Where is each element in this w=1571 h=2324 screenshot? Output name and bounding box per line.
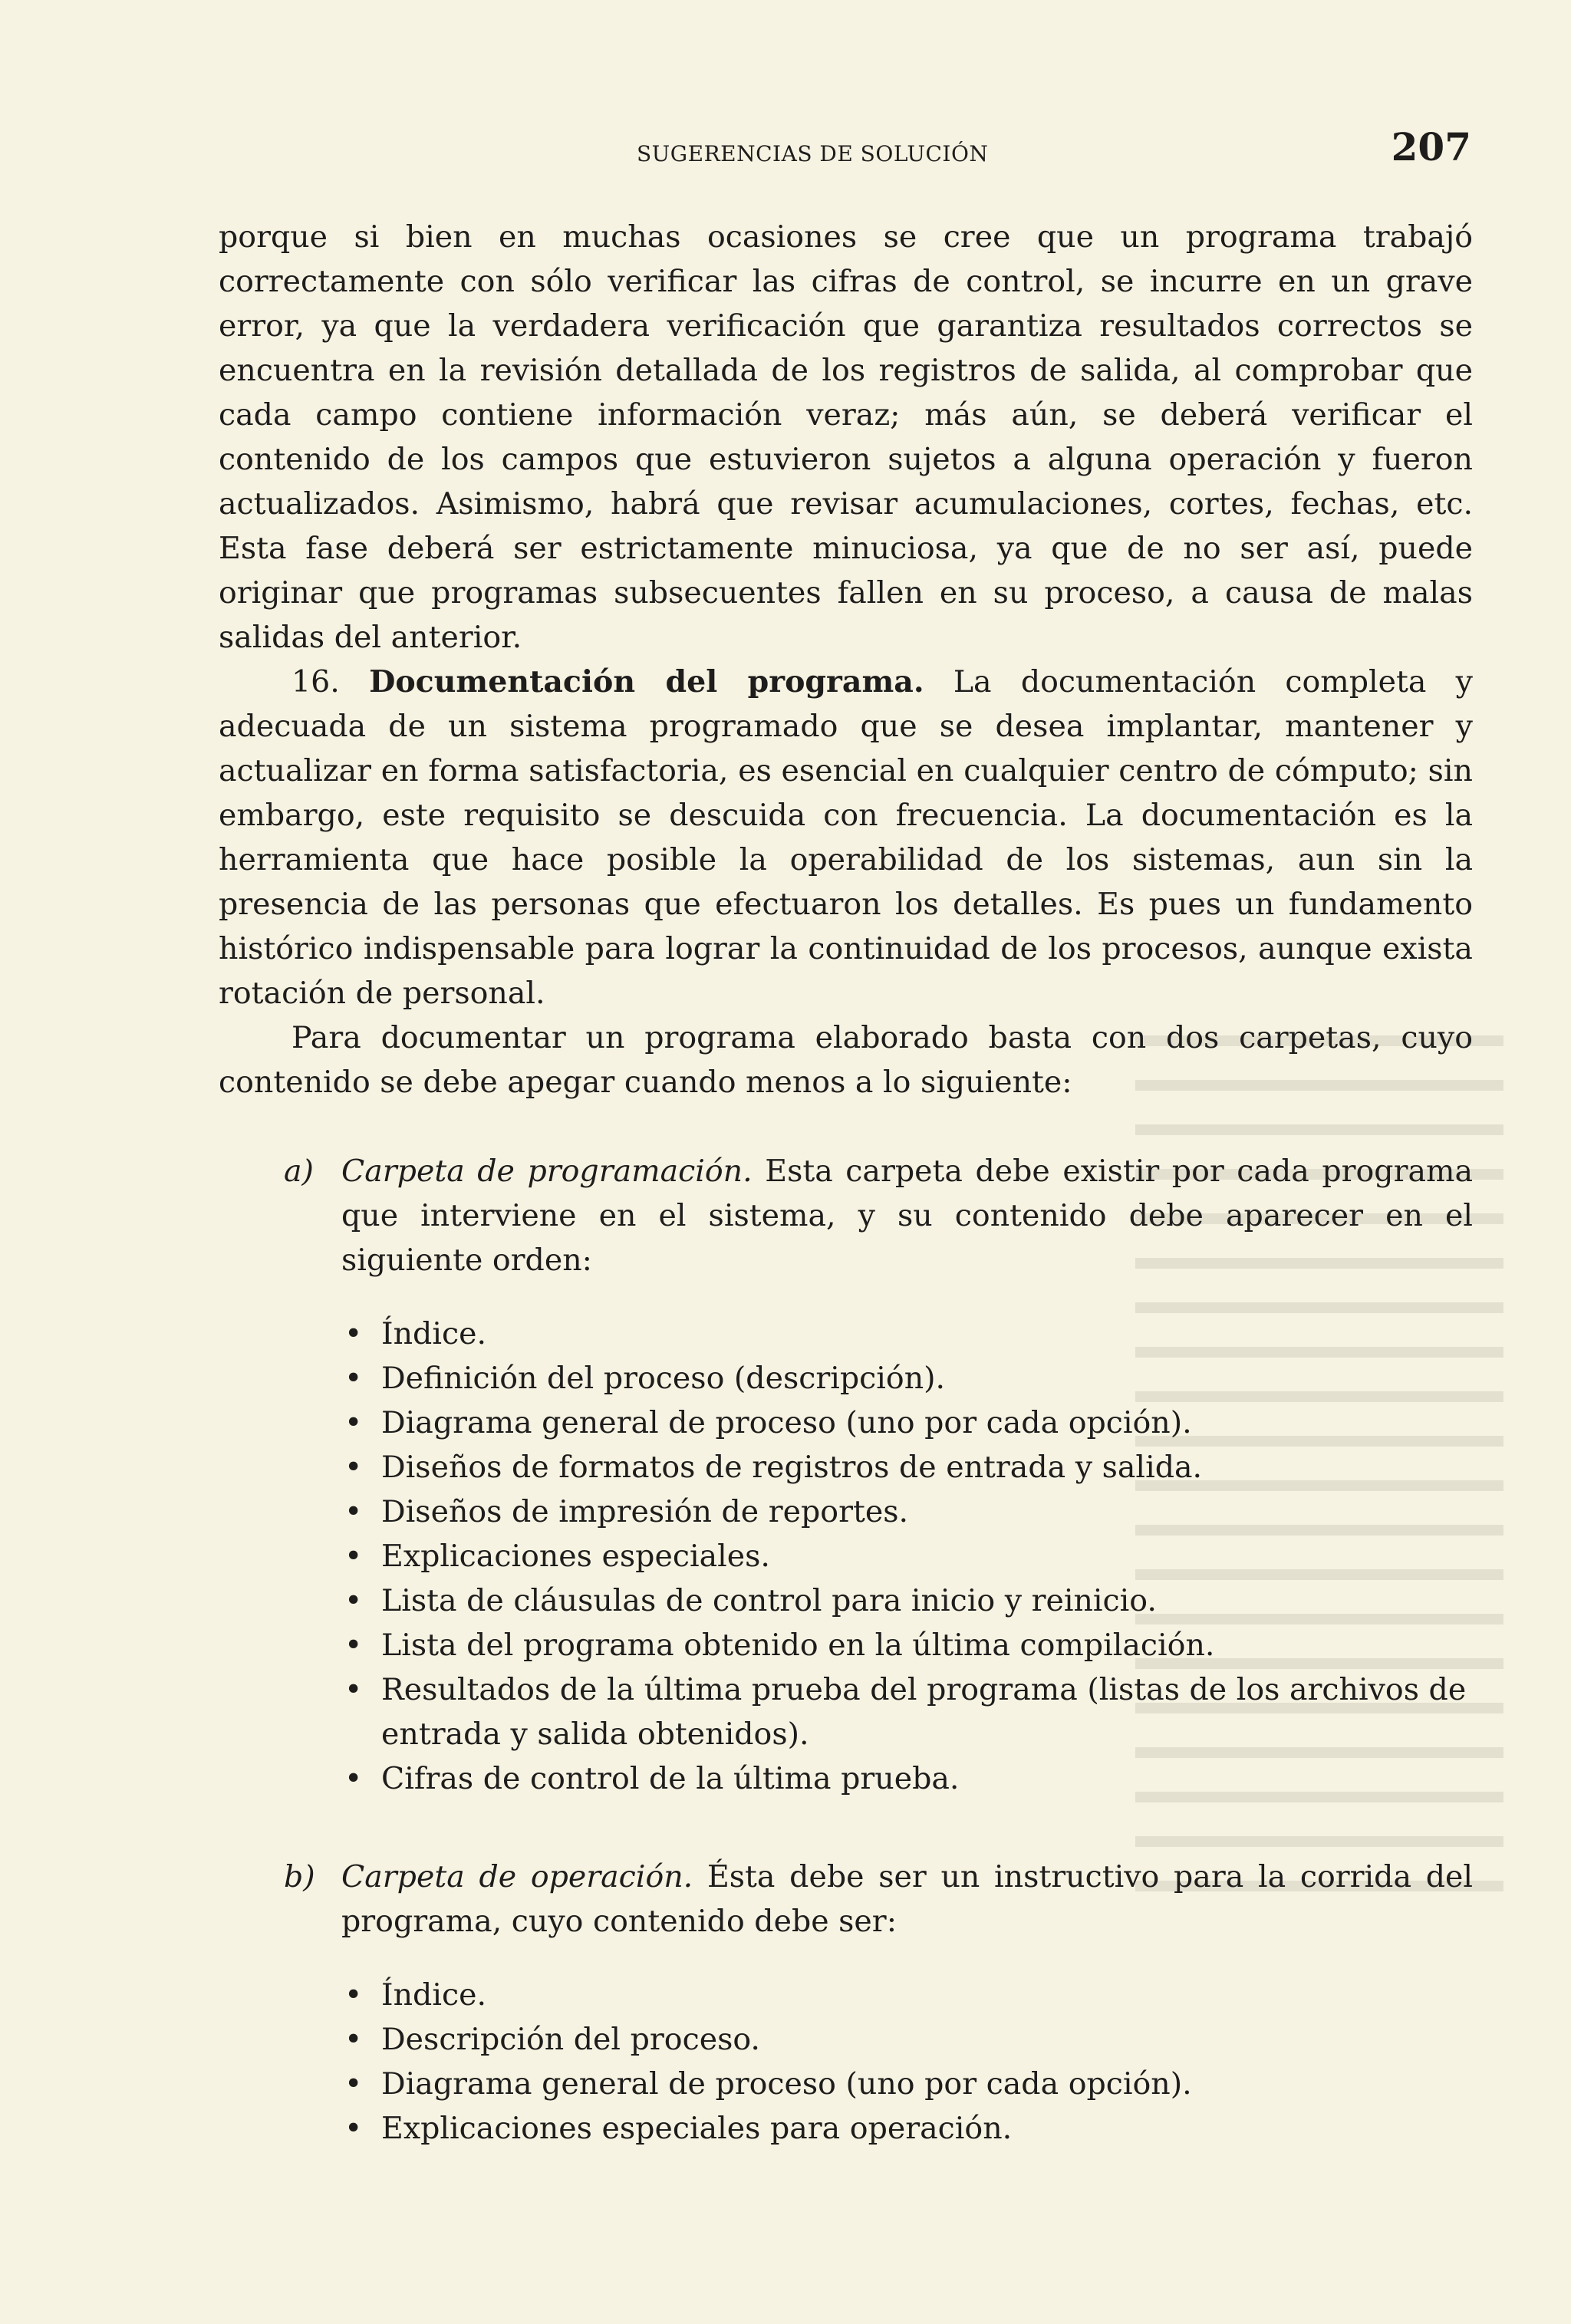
section-title: Documentación del programa.	[369, 664, 924, 700]
list-item: • Explicaciones especiales para operación.	[341, 2106, 1473, 2151]
list-item: • Definición del proceso (descripción).	[341, 1356, 1473, 1401]
list-item: • Lista de cláusulas de control para inicio y reinicio.	[341, 1578, 1473, 1623]
page-body	[219, 215, 1473, 2151]
page-number: 207	[1391, 124, 1471, 170]
list-item: • Cifras de control de la última prueba.	[341, 1756, 1473, 1801]
list-item: • Índice.	[341, 1973, 1473, 2017]
item-a-bullet-list	[341, 1312, 1473, 1801]
list-item: • Diagrama general de proceso (uno por cada opción).	[341, 2062, 1473, 2106]
list-item: • Lista del programa obtenido en la última compilación.	[341, 1623, 1473, 1667]
page-header	[0, 124, 1571, 178]
list-item: • Descripción del proceso.	[341, 2017, 1473, 2062]
paragraph-intro-folders: Para documentar un programa elaborado basta con dos carpetas, cuyo contenido se debe apegar cuando menos a lo siguiente:	[219, 1020, 1473, 1100]
item-a-text: Esta carpeta debe existir por cada programa que interviene en el sistema, y su contenido debe aparecer en el siguiente orden:	[341, 1154, 1474, 1278]
list-item: • Índice.	[341, 1312, 1473, 1356]
section-text: La documentación completa y adecuada de un sistema programado que se desea implantar, mantener y actualizar en forma satisfactoria, es esencial en cualquier centro de cómputo; sin embargo, este requisito se descuida con frecuencia. La documentación es la herramienta que hace posible la operabilidad de los sistemas, aun sin la presencia de las personas que efectuaron los detalles. Es pues un fundamento histórico indispensable para lograr la continuidad de los procesos, aunque exista rotación de personal.	[219, 664, 1473, 1011]
item-b-carpeta-operacion	[284, 1855, 1474, 1944]
list-item: • Diagrama general de proceso (uno por cada opción).	[341, 1401, 1473, 1445]
list-item: • Diseños de formatos de registros de entrada y salida.	[341, 1445, 1473, 1490]
item-b-text: Ésta debe ser un instructivo para la corrida del programa, cuyo contenido debe ser:	[341, 1859, 1474, 1939]
list-item: • Diseños de impresión de reportes.	[341, 1490, 1473, 1534]
item-a-marker: a)	[284, 1154, 314, 1189]
section-number: 16.	[291, 664, 340, 700]
list-item: • Resultados de la última prueba del programa (listas de los archivos de entrada y salida obtenidos).	[341, 1667, 1473, 1756]
running-head: SUGERENCIAS DE SOLUCIÓN	[637, 141, 989, 166]
list-item: • Explicaciones especiales.	[341, 1534, 1473, 1578]
item-b-marker: b)	[284, 1859, 315, 1894]
paragraph-continuation: porque si bien en muchas ocasiones se cree que un programa trabajó correctamente con sólo verificar las cifras de control, se incurre en un grave error, ya que la verdadera verificación que garantiza resultados correctos se encuentra en la revisión detallada de los registros de salida, al comprobar que cada campo contiene información veraz; más aún, se deberá verificar el contenido de los campos que estuvieron sujetos a alguna operación y fueron actualizados. Asimismo, habrá que revisar acumulaciones, cortes, fechas, etc. Esta fase deberá ser estrictamente minuciosa, ya que de no ser así, puede originar que programas subsecuentes fallen en su proceso, a causa de malas salidas del anterior.	[219, 219, 1473, 655]
item-b-title: Carpeta de operación.	[341, 1859, 693, 1894]
item-b-bullet-list	[341, 1973, 1473, 2151]
item-a-carpeta-programacion	[284, 1149, 1474, 1282]
item-a-title: Carpeta de programación.	[341, 1154, 753, 1189]
section-paragraph	[219, 660, 1473, 1016]
